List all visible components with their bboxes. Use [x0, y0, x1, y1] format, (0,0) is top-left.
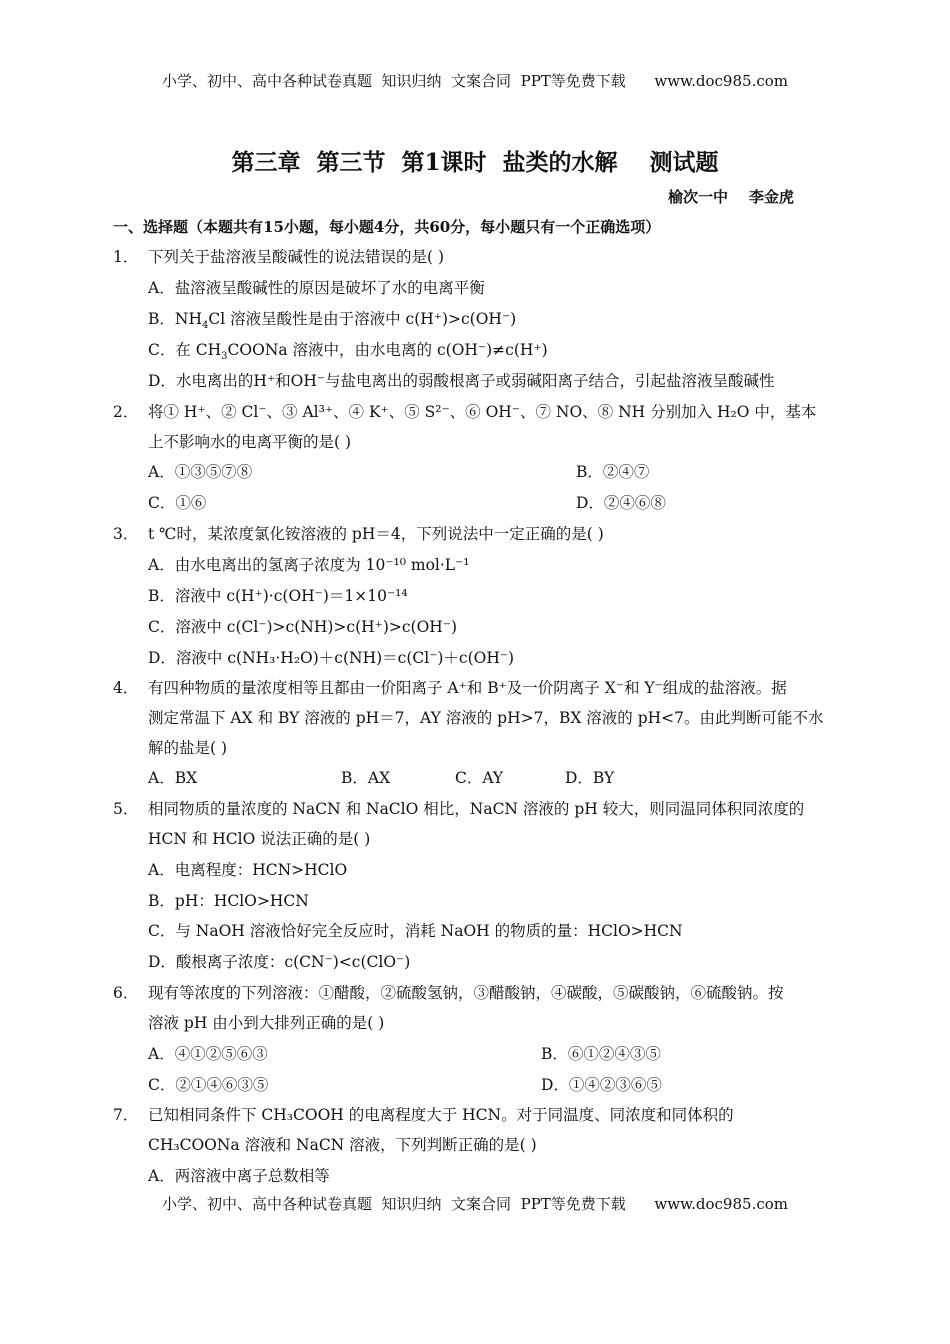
formula: c(H⁺)>c(OH⁻): [405, 310, 517, 328]
option-a: A．盐溶液呈酸碱性的原因是破坏了水的电离平衡: [148, 279, 485, 297]
option-d: D．溶液中 c(NH₃·H₂O)＋c(NH)＝c(Cl⁻)＋c(OH⁻): [148, 649, 515, 667]
formula: c(OH⁻)≠c(H⁺): [436, 341, 548, 359]
option-b: B．AX: [341, 769, 391, 787]
question-number: 5．: [113, 800, 139, 818]
question-number: 1．: [113, 248, 139, 266]
question-number: 4．: [113, 679, 139, 697]
question-stem: 测定常温下 AX 和 BY 溶液的 pH＝7，AY 溶液的 pH>7，BX 溶液的 pH<7。由此判断可能不水: [148, 709, 824, 727]
subscript: 3: [221, 351, 228, 363]
option-c: C．AY: [455, 769, 504, 787]
option-b: B．溶液中 c(H⁺)·c(OH⁻)＝1×10⁻¹⁴: [148, 587, 408, 605]
question-stem: 已知相同条件下 CH₃COOH 的电离程度大于 HCN。对于同温度、同浓度和同体积的: [148, 1106, 734, 1124]
option-c: C．与 NaOH 溶液恰好完全反应时，消耗 NaOH 的物质的量：HClO>HCN: [148, 922, 683, 940]
option-c: C．①⑥: [148, 494, 207, 512]
question-stem: 现有等浓度的下列溶液：①醋酸，②硫酸氢钠，③醋酸钠，④碳酸，⑤碳酸钠，⑥硫酸钠。按: [148, 984, 784, 1002]
option-b: B．pH：HClO>HCN: [148, 892, 309, 910]
option-b: [148, 309, 516, 336]
question-stem: 上不影响水的电离平衡的是( ): [148, 433, 352, 451]
page-title: 第三章 第三节 第1课时 盐类的水解 测试题: [231, 149, 719, 176]
option-text: COONa 溶液中，由水电离的: [227, 341, 437, 359]
question-number: 7．: [113, 1106, 139, 1124]
question-number: 6．: [113, 984, 139, 1002]
subscript: 4: [201, 320, 209, 332]
option-text: Cl 溶液呈酸性是由于溶液中: [208, 310, 406, 328]
option-a: A．电离程度：HCN>HClO: [148, 861, 348, 879]
question-stem: 溶液 pH 由小到大排列正确的是( ): [148, 1014, 385, 1032]
option-d: D．②④⑥⑧: [576, 494, 666, 512]
page-header: 小学、初中、高中各种试卷真题 知识归纳 文案合同 PPT等免费下载 www.doc985.com: [161, 72, 788, 90]
option-a: A．④①②⑤⑥③: [148, 1045, 268, 1063]
question-stem: 下列关于盐溶液呈酸碱性的说法错误的是( ): [148, 248, 445, 266]
author: 榆次一中 李金虎: [668, 188, 794, 206]
question-stem: 将① H⁺、② Cl⁻、③ Al³⁺、④ K⁺、⑤ S²⁻、⑥ OH⁻、⑦ NO、⑧ NH 分别加入 H₂O 中，基本: [148, 403, 817, 421]
option-a: A．BX: [148, 769, 198, 787]
question-number: 2．: [113, 403, 139, 421]
question-stem: CH₃COONa 溶液和 NaCN 溶液，下列判断正确的是( ): [148, 1136, 537, 1154]
option-c: C．溶液中 c(Cl⁻)>c(NH)>c(H⁺)>c(OH⁻): [148, 618, 458, 636]
page-footer: 小学、初中、高中各种试卷真题 知识归纳 文案合同 PPT等免费下载 www.doc985.com: [161, 1195, 788, 1213]
option-d: D．①④②③⑥⑤: [541, 1076, 662, 1094]
option-d: D．BY: [565, 769, 615, 787]
question-stem: 相同物质的量浓度的 NaCN 和 NaClO 相比，NaCN 溶液的 pH 较大，则同温同体积同浓度的: [148, 800, 805, 818]
question-stem: 解的盐是( ): [148, 739, 228, 757]
option-a: A．由水电离出的氢离子浓度为 10⁻¹⁰ mol·L⁻¹: [148, 556, 470, 574]
option-c: [148, 340, 548, 367]
option-d: D．酸根离子浓度：c(CN⁻)<c(ClO⁻): [148, 953, 411, 971]
option-text: B．NH: [148, 310, 202, 328]
option-b: B．②④⑦: [576, 463, 650, 481]
question-stem: 有四种物质的量浓度相等且都由一价阳离子 A⁺和 B⁺及一价阴离子 X⁻和 Y⁻组成的盐溶液。据: [148, 679, 787, 697]
option-a: A．两溶液中离子总数相等: [148, 1167, 330, 1185]
option-text: C．在 CH: [148, 341, 222, 359]
option-b: B．⑥①②④③⑤: [541, 1045, 661, 1063]
question-number: 3．: [113, 525, 139, 543]
option-a: A．①③⑤⑦⑧: [148, 463, 253, 481]
question-stem: HCN 和 HClO 说法正确的是( ): [148, 830, 371, 848]
option-d: D．水电离出的H⁺和OH⁻与盐电离出的弱酸根离子或弱碱阳离子结合，引起盐溶液呈酸碱性: [148, 372, 775, 390]
section-heading: 一、选择题（本题共有15小题，每小题4分，共60分，每小题只有一个正确选项）: [113, 218, 661, 236]
option-c: C．②①④⑥③⑤: [148, 1076, 269, 1094]
question-stem: t ℃时，某浓度氯化铵溶液的 pH＝4，下列说法中一定正确的是( ): [148, 525, 604, 543]
